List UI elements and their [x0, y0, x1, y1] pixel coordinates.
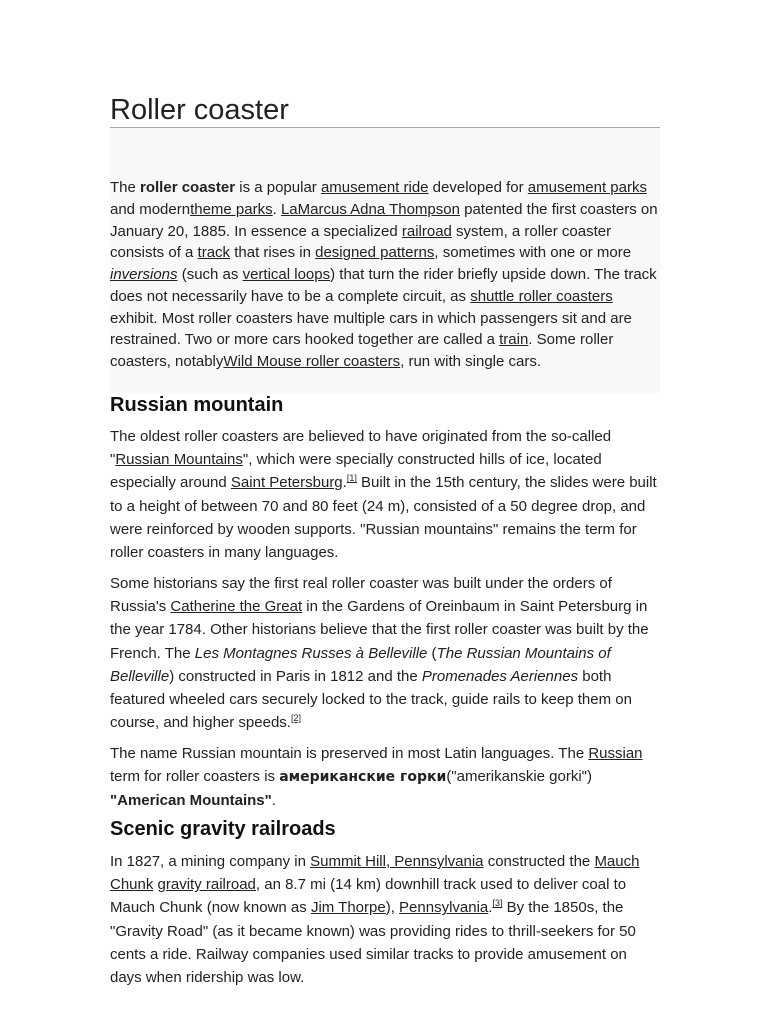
italic-title: The Russian Mountains of Belleville: [110, 644, 611, 685]
link-train[interactable]: train: [499, 331, 529, 349]
link-vertical-loops[interactable]: vertical loops: [242, 266, 331, 283]
section-heading-russian-mountain: Russian mountain: [110, 394, 284, 416]
text: developed for: [428, 179, 528, 196]
link-mauch-chunk[interactable]: Mauch Chunk: [110, 853, 640, 894]
text: .: [271, 792, 276, 810]
text: system, a roller coaster consists of a: [110, 222, 612, 262]
paragraph-scenic-1: [110, 850, 660, 989]
text: in the Gardens of Oreinbaum in Saint Petersburg in the year 1784. Other historians believe that the first roller coaster was built by the French. The: [110, 598, 649, 662]
text: The: [110, 179, 141, 196]
bold-term: roller coaster: [140, 179, 236, 196]
reference-link[interactable]: [2]: [290, 713, 301, 724]
lead-paragraph: [110, 177, 660, 373]
link-designed-patterns[interactable]: designed patterns: [315, 244, 435, 262]
link-inversions[interactable]: [110, 266, 178, 283]
text: .: [342, 474, 347, 492]
text: that rises in: [230, 244, 316, 262]
text: Some historians say the first real roller coaster was built under the orders of Russia's: [110, 575, 612, 616]
paragraph-russian-3: [110, 742, 660, 813]
text: ) that turn the rider briefly upside down. The track does not necessarily have to be a complete circuit, as: [110, 266, 657, 305]
text: both featured wheeled cars securely locked to the track, guide rails to keep them on course, and higher speeds.: [110, 667, 632, 732]
text: The oldest roller coasters are believed to have originated from the so-called ": [110, 428, 612, 469]
link-wild-mouse[interactable]: Wild Mouse roller coasters: [223, 353, 401, 370]
russian-term: американские горки: [279, 769, 447, 786]
reference-link[interactable]: [3]: [492, 898, 503, 909]
text: . Some roller coasters, notably: [110, 331, 614, 370]
link-russian-mountains[interactable]: Russian Mountains: [115, 451, 243, 469]
bold-term: "American Mountains": [110, 792, 272, 810]
link-saint-petersburg[interactable]: Saint Petersburg: [230, 474, 343, 492]
reference-3[interactable]: [492, 898, 502, 908]
link-russian[interactable]: Russian: [588, 745, 643, 762]
link-amusement-parks[interactable]: amusement parks: [527, 179, 647, 196]
text: ) constructed in Paris in 1812 and the: [169, 667, 422, 685]
text: ", which were specially constructed hills of ice, located especially around: [110, 451, 602, 492]
link-lamarcus-thompson[interactable]: LaMarcus Adna Thompson: [280, 200, 460, 218]
reference-1[interactable]: [347, 473, 357, 483]
reference-2[interactable]: [291, 713, 301, 723]
link-gravity-railroad[interactable]: gravity railroad: [157, 876, 256, 894]
text: (: [427, 644, 437, 662]
text: .: [272, 200, 281, 218]
link-theme-parks[interactable]: theme parks: [190, 200, 273, 218]
text: patented the first coasters on January 20, 1885. In essence a specialized: [110, 200, 658, 240]
link-pennsylvania[interactable]: Pennsylvania: [399, 899, 489, 917]
link-track[interactable]: track: [197, 244, 231, 262]
text: , an 8.7 mi (14 km) downhill track used to deliver coal to Mauch Chunk (now known as: [110, 876, 627, 917]
reference-link[interactable]: [1]: [346, 473, 357, 484]
text: term for roller coasters is: [110, 768, 280, 786]
text: constructed the: [483, 853, 595, 870]
link-jim-thorpe[interactable]: Jim Thorpe: [310, 899, 386, 917]
text: By the 1850s, the "Gravity Road" (as it became known) was providing rides to thrill-seekers for 50 cents a ride. Railway companies used similar tracks to provide amusement on days when ridership was low.: [110, 899, 636, 987]
text: , sometimes with one or more: [434, 244, 632, 262]
link-catherine-the-great[interactable]: Catherine the Great: [170, 598, 303, 616]
text: is a popular: [235, 179, 321, 196]
text: and modern: [110, 200, 191, 218]
italic-title: Promenades Aeriennes: [421, 667, 579, 685]
text: (such as: [177, 266, 243, 283]
italic-title: Les Montagnes Russes à Belleville: [194, 644, 428, 662]
text: ),: [385, 899, 400, 917]
text: exhibit. Most roller coasters have multiple cars in which passengers sit and are restrained. Two or more cars hooked together are called a: [110, 309, 632, 349]
text: , run with single cars.: [400, 353, 542, 370]
text: ("amerikanskie gorki"): [446, 768, 592, 786]
italic-text: inversions: [110, 266, 178, 283]
link-summit-hill[interactable]: Summit Hill, Pennsylvania: [310, 853, 484, 870]
link-shuttle-roller-coasters[interactable]: shuttle roller coasters: [470, 287, 613, 305]
page-title: Roller coaster: [110, 94, 289, 126]
text: .: [488, 899, 493, 917]
section-heading-scenic-gravity-railroads: Scenic gravity railroads: [110, 818, 336, 840]
text: The name Russian mountain is preserved in most Latin languages. The: [110, 745, 589, 762]
text: Built in the 15th century, the slides were built to a height of between 70 and 80 feet (24 m), consisted of a 50 degree drop, and were reinforced by wooden supports. "Russian mountains" remains the term for roller coasters in many languages.: [110, 474, 657, 562]
text: In 1827, a mining company in: [110, 853, 311, 870]
link-railroad[interactable]: railroad: [401, 222, 452, 240]
paragraph-russian-1: [110, 425, 660, 564]
link-amusement-ride[interactable]: amusement ride: [320, 179, 429, 196]
paragraph-russian-2: [110, 572, 660, 734]
